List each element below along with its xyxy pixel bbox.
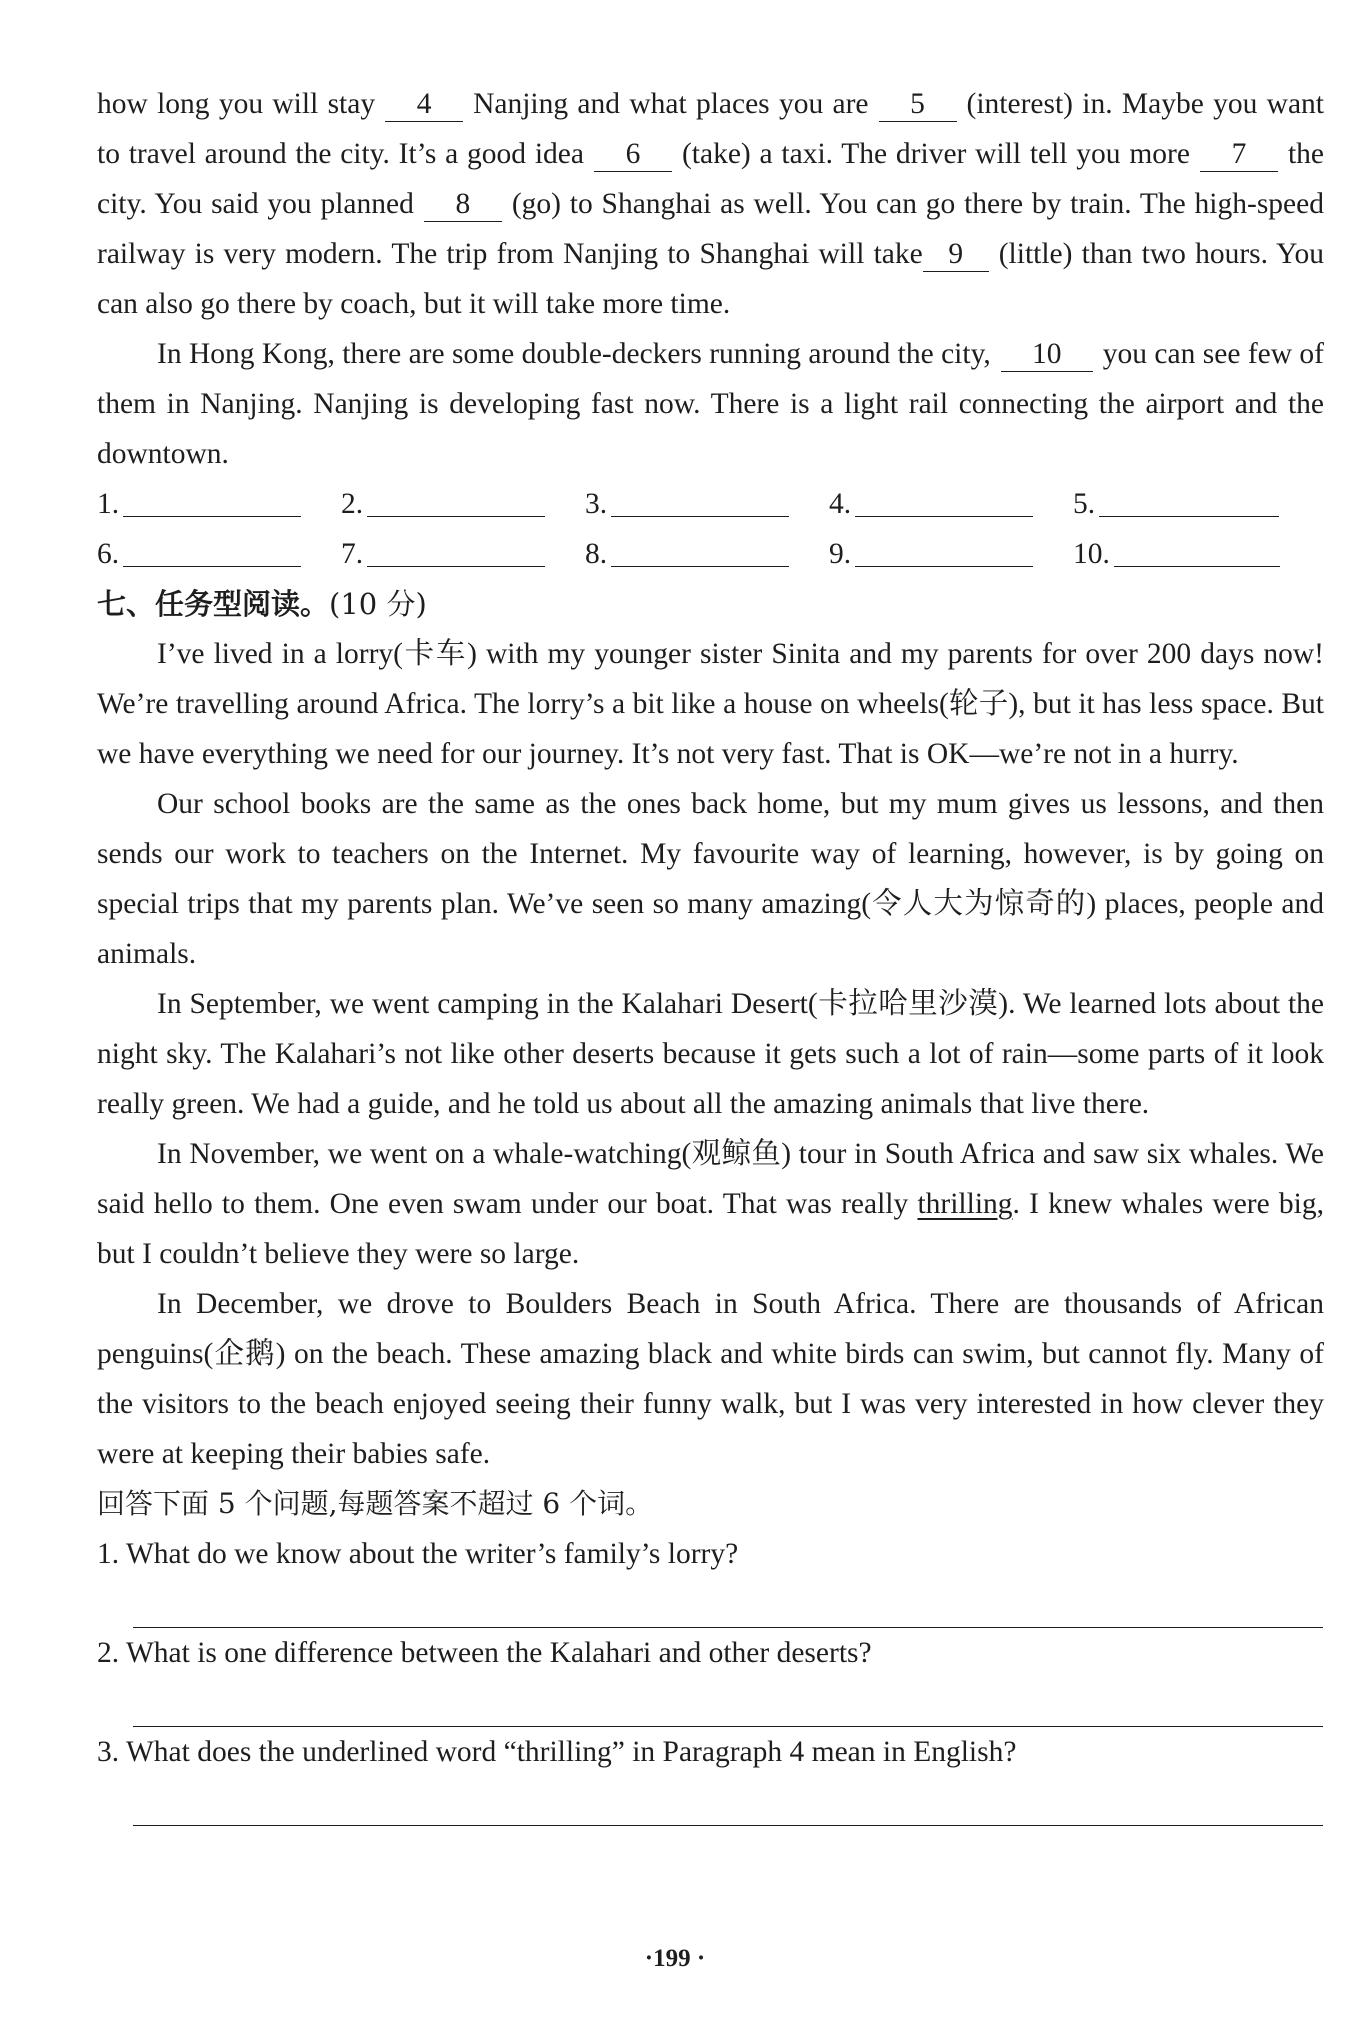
cloze-text: the city. You said you planned bbox=[97, 138, 1324, 220]
blank-6: 6 bbox=[594, 137, 672, 172]
reading-paragraph-3: In September, we went camping in the Kalahari Desert(卡拉哈里沙漠). We learned lots about the night sky. The Kalahari’s not like other deserts because it gets such a lot of rain—some parts of it look really green. We had a guide, and he told us about all the amazing animals that live there. bbox=[97, 988, 1324, 1120]
answer-line bbox=[123, 566, 301, 567]
blank-7: 7 bbox=[1200, 137, 1278, 172]
answer-number: 5. bbox=[1073, 488, 1096, 520]
page-number: ·199 · bbox=[644, 1945, 706, 1972]
question-1 bbox=[97, 1529, 1324, 1628]
answer-number: 2. bbox=[341, 488, 364, 520]
answer-line bbox=[855, 566, 1033, 567]
cloze-text: (take) a taxi. The driver will tell you more bbox=[681, 138, 1190, 170]
answer-5[interactable] bbox=[1073, 479, 1317, 529]
answer-line bbox=[1114, 566, 1280, 567]
paragraph-text: . I knew whales were big, but I couldn’t believe they were so large. bbox=[97, 1188, 1324, 1270]
cloze-paragraph-1 bbox=[97, 79, 1324, 329]
section-title bbox=[97, 579, 1324, 629]
cloze-text: you can see few of them in Nanjing. Nanjing is developing fast now. There is a light rail connecting the airport and the downtown. bbox=[97, 338, 1324, 470]
cloze-text: (little) than two hours. You can also go there by coach, but it will take more time. bbox=[97, 238, 1324, 320]
cloze-text: Nanjing and what places you are bbox=[473, 88, 869, 120]
answer-number: 4. bbox=[829, 488, 852, 520]
paragraph-text: In November, we went on a whale-watching(观鲸鱼) tour in South Africa and saw six whales. We said hello to them. One even swam under our boat. That was really bbox=[97, 1138, 1324, 1220]
answer-4[interactable] bbox=[829, 479, 1073, 529]
answer-2[interactable] bbox=[341, 479, 585, 529]
answer-line bbox=[367, 566, 545, 567]
answer-7[interactable] bbox=[341, 529, 585, 579]
cloze-text: In Hong Kong, there are some double-deckers running around the city, bbox=[157, 338, 991, 370]
cloze-paragraph-2 bbox=[97, 329, 1324, 479]
reading-paragraph-1: I’ve lived in a lorry(卡车) with my younger sister Sinita and my parents for over 200 days now! We’re travelling around Africa. The lorry’s a bit like a house on wheels(轮子), but it has less space. But we have everything we need for our journey. It’s not very fast. That is OK—we’re not in a hurry. bbox=[97, 638, 1324, 770]
answer-line bbox=[1099, 516, 1279, 517]
question-2 bbox=[97, 1628, 1324, 1727]
answer-line bbox=[367, 516, 545, 517]
answer-8[interactable] bbox=[585, 529, 829, 579]
blank-5: 5 bbox=[879, 87, 957, 122]
underlined-word: thrilling bbox=[917, 1188, 1013, 1220]
answer-number: 10. bbox=[1073, 538, 1110, 570]
blank-8: 8 bbox=[424, 187, 502, 222]
answer-number: 8. bbox=[585, 538, 608, 570]
answer-10[interactable] bbox=[1073, 529, 1317, 579]
answer-line bbox=[123, 516, 301, 517]
answer-lines bbox=[97, 479, 1324, 579]
question-text: 2. What is one difference between the Kalahari and other deserts? bbox=[97, 1637, 872, 1669]
section-score: (10 分) bbox=[329, 587, 427, 621]
answer-number: 3. bbox=[585, 488, 608, 520]
reading-paragraph-2: Our school books are the same as the ones back home, but my mum gives us lessons, and then sends our work to teachers on the Internet. My favourite way of learning, however, is by going on special trips that my parents plan. We’ve seen so many amazing(令人大为惊奇的) places, people and animals. bbox=[97, 788, 1324, 970]
answer-line bbox=[855, 516, 1033, 517]
question-3 bbox=[97, 1727, 1324, 1826]
blank-10: 10 bbox=[1001, 337, 1093, 372]
cloze-text: (interest) in. Maybe you want to travel around the city. It’s a good idea bbox=[97, 88, 1324, 170]
reading-paragraph-5: In December, we drove to Boulders Beach in South Africa. There are thousands of African penguins(企鹅) on the beach. These amazing black and white birds can swim, but cannot fly. Many of the visitors to the beach enjoyed seeing their funny walk, but I was very interested in how clever they were at keeping their babies safe. bbox=[97, 1288, 1324, 1470]
answer-number: 6. bbox=[97, 538, 120, 570]
answer-9[interactable] bbox=[829, 529, 1073, 579]
answer-number: 1. bbox=[97, 488, 120, 520]
answer-line bbox=[611, 516, 789, 517]
answer-1[interactable] bbox=[97, 479, 341, 529]
answer-number: 9. bbox=[829, 538, 852, 570]
instruction: 回答下面 5 个问题,每题答案不超过 6 个词。 bbox=[97, 1487, 654, 1520]
cloze-text: how long you will stay bbox=[97, 88, 376, 120]
answer-line bbox=[611, 566, 789, 567]
blank-9: 9 bbox=[923, 237, 989, 272]
answer-6[interactable] bbox=[97, 529, 341, 579]
answer-number: 7. bbox=[341, 538, 364, 570]
answer-line-q3[interactable] bbox=[133, 1825, 1323, 1826]
answer-3[interactable] bbox=[585, 479, 829, 529]
reading-paragraph-4 bbox=[97, 1129, 1324, 1279]
cloze-text: (go) to Shanghai as well. You can go there by train. The high-speed railway is very modern. The trip from Nanjing to Shanghai will take bbox=[97, 188, 1324, 270]
blank-4: 4 bbox=[385, 87, 463, 122]
section-heading: 七、任务型阅读。 bbox=[97, 587, 330, 621]
question-text: 1. What do we know about the writer’s family’s lorry? bbox=[97, 1538, 739, 1570]
question-text: 3. What does the underlined word “thrilling” in Paragraph 4 mean in English? bbox=[97, 1736, 1017, 1768]
